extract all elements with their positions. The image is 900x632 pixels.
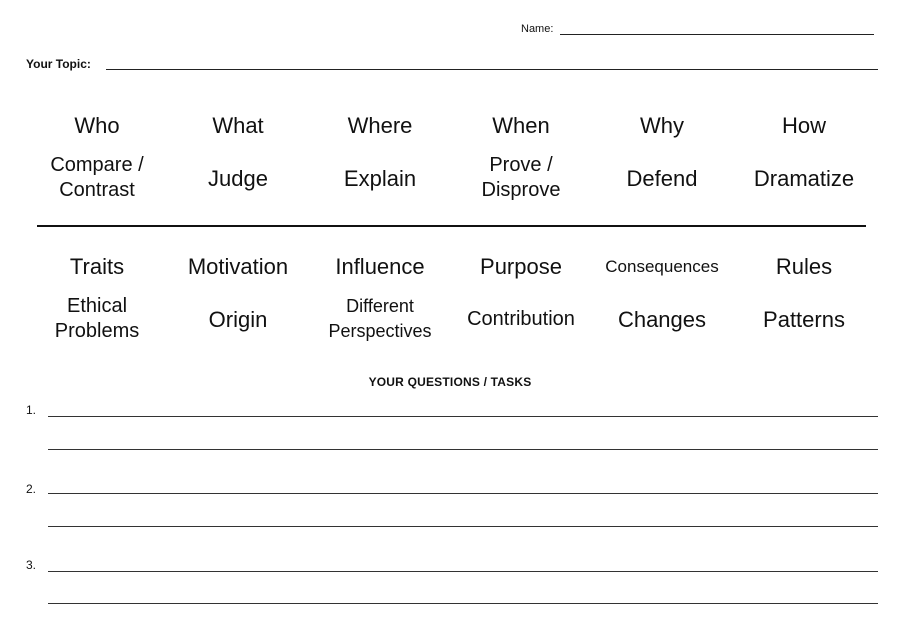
word-line: Contrast: [59, 179, 135, 201]
question-number-2: 2.: [26, 482, 37, 496]
word-line: Compare /: [50, 154, 144, 176]
word-changes: Changes: [617, 307, 707, 332]
word-origin: Origin: [208, 307, 268, 332]
word-motivation: Motivation: [187, 254, 289, 279]
name-label: Name:: [521, 23, 554, 35]
word-who: Who: [74, 113, 120, 138]
word-line: Perspectives: [328, 321, 432, 341]
word-line: Different: [346, 296, 414, 316]
word-where: Where: [347, 113, 413, 138]
word-prove-disprove: [450, 153, 592, 203]
word-line: Problems: [54, 320, 140, 342]
word-judge: Judge: [208, 166, 268, 191]
word-rules: Rules: [775, 254, 833, 279]
word-line: Prove /: [489, 154, 553, 176]
question-2-line-2[interactable]: [48, 526, 878, 527]
word-consequences: Consequences: [605, 257, 719, 276]
word-line: Disprove: [481, 179, 561, 201]
topic-field[interactable]: [106, 69, 878, 70]
question-number-3: 3.: [26, 558, 37, 572]
section-divider: [37, 225, 866, 227]
word-explain: Explain: [343, 166, 417, 191]
topic-label: Your Topic:: [26, 57, 91, 71]
word-different-perspectives: [309, 294, 451, 344]
word-compare-contrast: [26, 153, 168, 203]
word-influence: Influence: [335, 254, 425, 279]
word-defend: Defend: [626, 166, 698, 191]
name-field[interactable]: [560, 34, 874, 35]
word-patterns: Patterns: [763, 307, 845, 332]
word-what: What: [212, 113, 264, 138]
question-3-line-1[interactable]: [48, 571, 878, 572]
question-3-line-2[interactable]: [48, 603, 878, 604]
question-1-line-2[interactable]: [48, 449, 878, 450]
questions-title: YOUR QUESTIONS / TASKS: [368, 375, 532, 389]
question-number-1: 1.: [26, 403, 37, 417]
word-line: Ethical: [66, 295, 128, 317]
word-traits: Traits: [69, 254, 125, 279]
question-1-line-1[interactable]: [48, 416, 878, 417]
word-why: Why: [640, 113, 684, 138]
word-contribution: Contribution: [467, 308, 575, 330]
word-dramatize: Dramatize: [753, 166, 855, 191]
word-purpose: Purpose: [480, 254, 562, 279]
word-ethical-problems: [26, 294, 168, 344]
word-when: When: [492, 113, 550, 138]
word-how: How: [781, 113, 826, 138]
question-2-line-1[interactable]: [48, 493, 878, 494]
